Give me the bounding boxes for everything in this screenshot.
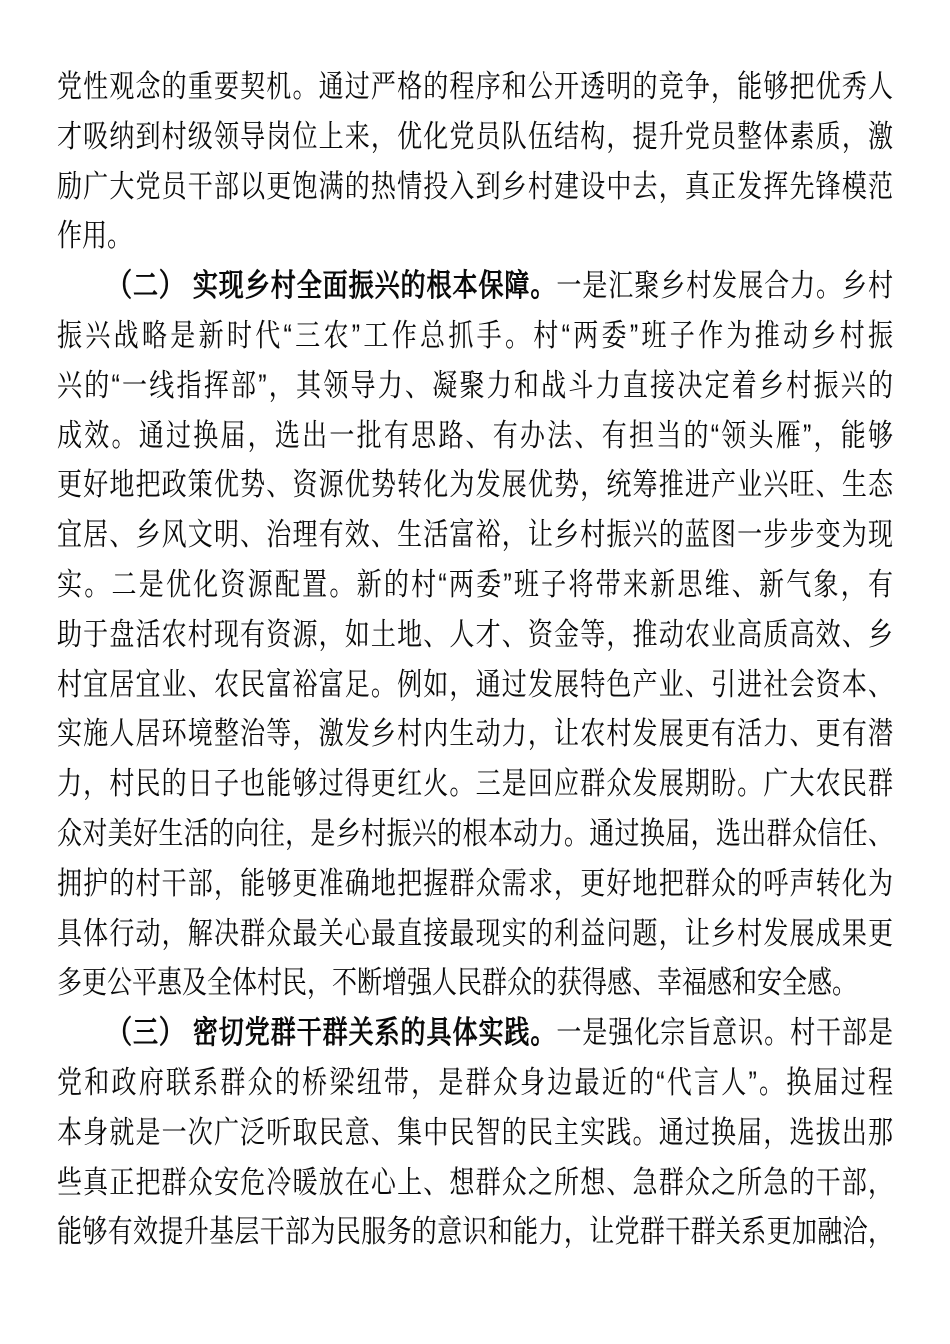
body-text-run: 实施人居环境整治等，激发乡村内生动力，让农村发展更有活力、更有潜 [57, 716, 893, 752]
body-text-run: 拥护的村干部，能够更准确地把握群众需求，更好地把群众的呼声转化为 [57, 866, 893, 902]
body-text-run: 成效。通过换届，选出一批有思路、有办法、有担当的“领头雁”，能够 [57, 417, 893, 453]
body-text-run: 力，村民的日子也能够过得更红火。三是回应群众发展期盼。广大农民群 [57, 766, 893, 802]
body-text-run: 一是强化宗旨意识。村干部是 [556, 1015, 893, 1051]
body-text-run: 党和政府联系群众的桥梁纽带，是群众身边最近的“代言人”。换届过程 [57, 1065, 893, 1101]
text-line [57, 1202, 893, 1264]
body-text-run: 一是汇聚乡村发展合力。乡村 [556, 268, 893, 304]
paragraph-continuation [57, 63, 893, 262]
paragraph-section-two [57, 262, 893, 1009]
body-text-run: 励广大党员干部以更饱满的热情投入到乡村建设中去，真正发挥先锋模范 [57, 168, 893, 204]
body-text-run: 作用。 [57, 218, 133, 254]
body-text-run: 助于盘活农村现有资源，如土地、人才、资金等，推动农业高质高效、乡 [57, 617, 893, 653]
section-heading-run: （二） 实现乡村全面振兴的根本保障。 [107, 268, 557, 304]
body-text-run: 些真正把群众安危冷暖放在心上、想群众之所想、急群众之所急的干部， [57, 1164, 893, 1200]
body-text-run: 振兴战略是新时代“三农”工作总抓手。村“两委”班子作为推动乡村振 [57, 318, 893, 354]
body-text-run: 能够有效提升基层干部为民服务的意识和能力，让党群干群关系更加融洽， [57, 1214, 893, 1250]
body-text-run: 多更公平惠及全体村民，不断增强人民群众的获得感、幸福感和安全感。 [57, 965, 858, 1001]
body-text-run: 村宜居宜业、农民富裕富足。例如，通过发展特色产业、引进社会资本、 [57, 666, 893, 702]
paragraph-section-three [57, 1009, 893, 1258]
body-text-run: 党性观念的重要契机。通过严格的程序和公开透明的竞争，能够把优秀人 [57, 69, 893, 105]
body-text-run: 本身就是一次广泛听取民意、集中民智的民主实践。通过换届，选拔出那 [57, 1115, 893, 1151]
body-text-run: 众对美好生活的向往，是乡村振兴的根本动力。通过换届，选出群众信任、 [57, 816, 893, 852]
body-text-run: 更好地把政策优势、资源优势转化为发展优势，统筹推进产业兴旺、生态 [57, 467, 893, 503]
body-text-run: 兴的“一线指挥部”，其领导力、凝聚力和战斗力直接决定着乡村振兴的 [57, 368, 893, 404]
section-heading-run: （三） 密切党群干群关系的具体实践。 [107, 1015, 557, 1051]
body-text-run: 具体行动，解决群众最关心最直接最现实的利益问题，让乡村发展成果更 [57, 915, 893, 951]
body-text-run: 才吸纳到村级领导岗位上来，优化党员队伍结构，提升党员整体素质，激 [57, 119, 893, 155]
body-text-run: 实。二是优化资源配置。新的村“两委”班子将带来新思维、新气象，有 [57, 567, 893, 603]
body-text-run: 宜居、乡风文明、治理有效、生活富裕，让乡村振兴的蓝图一步步变为现 [57, 517, 893, 553]
